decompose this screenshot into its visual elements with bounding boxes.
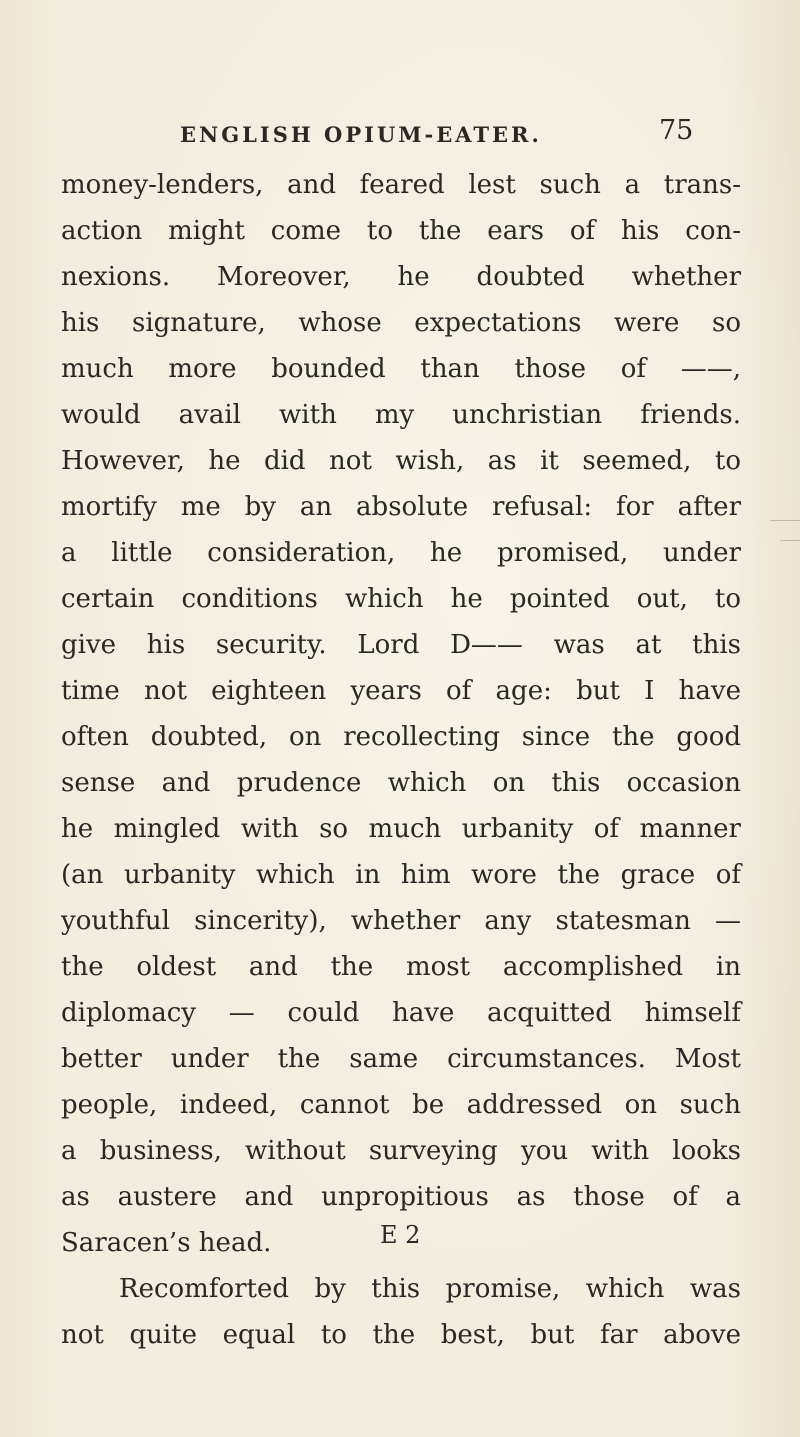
text-line: people, indeed, cannot be addressed on such	[61, 1090, 741, 1120]
signature-mark: E 2	[380, 1221, 421, 1249]
text-line: his signature, whose expectations were so	[61, 308, 741, 338]
text-line: a little consideration, he promised, under	[61, 538, 741, 568]
text-line: better under the same circumstances. Most	[61, 1044, 741, 1074]
text-line: (an urbanity which in him wore the grace of	[61, 860, 741, 890]
text-line: time not eighteen years of age: but I have	[61, 676, 741, 706]
running-head	[60, 115, 740, 154]
paragraph-end-line: Saracen’s head.	[61, 1228, 272, 1258]
running-title: ENGLISH OPIUM-EATER.	[180, 122, 542, 147]
text-line: money-lenders, and feared lest such a trans-	[61, 170, 741, 200]
text-line: sense and prudence which on this occasion	[61, 768, 741, 798]
text-line: nexions. Moreover, he doubted whether	[61, 262, 741, 292]
text-line: mortify me by an absolute refusal: for after	[61, 492, 741, 522]
text-line: not quite equal to the best, but far above	[61, 1320, 741, 1350]
page-edge-mark	[770, 520, 800, 521]
text-line: youthful sincerity), whether any statesman —	[61, 906, 741, 936]
text-line: action might come to the ears of his con-	[61, 216, 741, 246]
text-line: much more bounded than those of ——,	[61, 354, 741, 384]
text-line: diplomacy — could have acquitted himself	[61, 998, 741, 1028]
text-line: often doubted, on recollecting since the good	[61, 722, 741, 752]
text-line: he mingled with so much urbanity of manner	[61, 814, 741, 844]
text-line: a business, without surveying you with looks	[61, 1136, 741, 1166]
text-line: However, he did not wish, as it seemed, to	[61, 446, 741, 476]
text-line: certain conditions which he pointed out, to	[61, 584, 741, 614]
paragraph-start-line: Recomforted by this promise, which was	[119, 1274, 741, 1304]
text-line: give his security. Lord D—— was at this	[61, 630, 741, 660]
text-line: would avail with my unchristian friends.	[61, 400, 741, 430]
page-edge-mark	[780, 540, 800, 541]
body-text	[61, 162, 741, 1358]
text-line: the oldest and the most accomplished in	[61, 952, 741, 982]
page-number: 75	[659, 115, 694, 146]
text-line: as austere and unpropitious as those of a	[61, 1182, 741, 1212]
